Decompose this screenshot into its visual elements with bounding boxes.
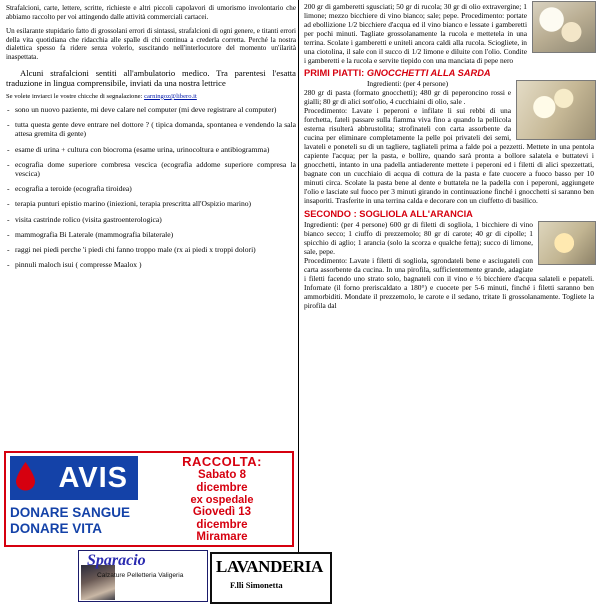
intro-paragraph-2: Un esilarante stupidario fatto di grossolani errori di sintassi, strafalcioni di ogni genere, e titanti errori della vita quotidiana che ridacchia alle spalle di chi continua a crederla corretta. Perché la nostra dialettica spesso fa ridere senza volerlo, suscitando nell'interlocutore del momento un'ilarità inaspettata. [6, 27, 296, 61]
list-item: - mammografia Bi Laterale (mammografia bilaterale) [6, 230, 296, 240]
avis-advertisement[interactable] [4, 451, 294, 547]
raccolta-title: RACCOLTA: [182, 454, 262, 469]
email-link[interactable]: carningoz@libero.it [144, 92, 197, 100]
ingredients-text: (per 4 persone) 600 gr di filetti di sogliola, 1 bicchiere di vino bianco secco; 1 ciuffo di prezzemolo; 80 gr di carote; 40 gr di cipolle; 1 spicchio di aglio; 1 arancia (solo la scorza e qualche fetta); succo di limone, sale, pepe. [304, 220, 533, 256]
lead-paragraph: Alcuni strafalcioni sentiti all'ambulatorio medico. Tra parentesi l'esatta traduzione in lingua comprensibile, inviati da una nostra lettrice [6, 67, 296, 89]
avis-logo-text: AVIS [58, 461, 128, 494]
sparacio-advertisement[interactable] [78, 550, 208, 602]
list-item: - visita castrinde rolico (visita gastroenterologica) [6, 215, 296, 225]
avis-slogan [10, 505, 160, 537]
ingredients-label: Ingredienti: [304, 220, 339, 229]
list-item: - esame di urina + cultura con biocroma (esame urina, urinocoltura e antibiogramma) [6, 145, 296, 155]
avis-slogan-line2: DONARE VITA [10, 521, 103, 536]
procedure-text: Lavate i filetti di sogliola, sgrondateli bene e asciugateli con carta assorbente da cucina. In una pirofila, sufficientemente grande, adagiate i filetti facendo uno strato solo, bagnateli con il vino e ½ bicchiere d'acqua salateli e pepateli. Infornate (il forno preriscaldato a 180°) e cuocete per 5-6 minuti, finché i filetti saranno ben ammorbiditi. Mondate il prezzemolo, le carote e il sedano, tritate li grossolanamente. Togliete la pirofila dal [304, 256, 594, 310]
secondo-recipe-name: SOGLIOLA ALL'ARANCIA [356, 209, 473, 219]
submission-line [6, 93, 296, 101]
list-item: - terapia punturi epistio marino (iniezioni, terapia prescritta all'Ospizio marino) [6, 199, 296, 209]
procedure-label: Procedimento: [304, 106, 348, 115]
procedure-label: Procedimento: [304, 256, 348, 265]
raccolta-line: Sabato 8 [198, 469, 246, 481]
raccolta-line: dicembre [196, 518, 248, 531]
sparacio-title: Sparacio [87, 552, 146, 569]
sparacio-photo [81, 565, 115, 600]
submission-text: Se volete inviarci le vostre chicche di segnalazione: [6, 92, 145, 100]
primi-piatti-heading [304, 68, 598, 78]
strafalcioni-list [6, 105, 296, 270]
gamberetti-recipe-text: 200 gr di gamberetti sgusciati; 50 gr di rucola; 30 gr di olio extravergine; 1 limone; mezzo bicchiere di vino bianco; sale; pepe. Procedimento: portate ad ebollizione 1/2 bicchiere d'acqua ed il vino bianco e lessate i gamberetti per pochi minuti. Tagliate grossolanamente la rucola e mettetela in una terrina. Scolate i gamberetti e uniteli ancora caldi alla rucola. Sciogliete, in una ciotolina, il sale con il succo di 1/2 limone e diluite con l'olio. Condite i gamberetti e la rucola e servite tiepido con una manciata di pepe nero [304, 2, 527, 65]
primi-piatti-label: PRIMI PIATTI: [304, 68, 365, 78]
avis-raccolta-block [156, 455, 288, 544]
recipe-photo-gnocchetti [516, 80, 596, 140]
raccolta-line: Giovedì 13 [192, 506, 252, 518]
secondo-label: SECONDO : [304, 209, 357, 219]
gnocchetti-ingredients-heading: Ingredienti: (per 4 persone) [366, 79, 449, 88]
gnocchetti-ingredients: 280 gr di pasta (formato gnocchetti); 480 gr di peperoncino rossi e gialli; 80 gr di alici sott'olio, 4 cucchiaini di olio, sale . [304, 88, 511, 106]
procedure-text: Lavate i peperoni e infilate li sui rebbi di una forchetta, fateli passare sulla fiamma viva fino a quando la pellicola esterna risulterà abbrustolita; strofinateli con carta assorbente da cucina per eliminare completamente la pelle poi privateli dei semi, lavateli e poneteli su di un tagliere, tagliateli prima a falde poi a pezzetti. Mettete in una pentola capiente l'acqua; per la pasta, e bollire, quando sarà pronta a bollore salatela e buttatevi i gnocchetti, intanto in una padella antiaderente mettete i peperoni ed i filetti di alici spezzettati, bagnate con un cucchiaio di acqua di cottura de la pasta e fate cuocere a fuoco basso per 10 minuti circa. Scolate la pasta bene al dente e buttatela ne la padella con i peperoni, aggiungete l'olio e lasciate sul fuoco per 3 minuti girando in continuazione finché i gnocchetti si saranno ben insaporiti. Trasferite in una terrina calda e decorare con un ciuffetto di basilico. [304, 106, 594, 205]
list-item: - pinnuli maloch isui ( compresse Maalox ) [6, 260, 296, 270]
secondo-heading [304, 209, 598, 219]
list-item: - raggi nei piedi perche 'i piedi chi fanno troppo male (rx ai piedi x troppi dolori) [6, 245, 296, 255]
raccolta-line: ex ospedale [190, 494, 254, 506]
list-item: - ecografia a teroide (ecografia tiroidea) [6, 184, 296, 194]
sparacio-subtitle: Calzature Pelletteria Valigeria [97, 572, 184, 579]
list-item: - sono un nuovo paziente, mi deve calare nel computer (mi deve registrare al computer) [6, 105, 296, 115]
recipe-photo-gamberetti [532, 1, 596, 53]
raccolta-line: Miramare [196, 531, 248, 543]
list-item: - tutta questa gente deve entrare nel dottore ? ( tipica domanda, spontanea e vendendo la sala attesa gremita di gente) [6, 120, 296, 139]
avis-slogan-line1: DONARE SANGUE [10, 505, 131, 520]
raccolta-line: dicembre [196, 481, 248, 494]
right-column [302, 0, 598, 600]
lavanderia-title: LAVANDERIA [216, 557, 323, 576]
primi-piatti-recipe-name: GNOCCHETTI ALLA SARDA [364, 68, 491, 78]
lavanderia-subtitle: F.lli Simonetta [230, 580, 283, 590]
intro-paragraph-1: Strafalcioni, carte, lettere, scritte, richieste e altri piccoli capolavori di umorismo involontario che abbiamo raccolto per voi attingendo dalle attività commerciali cartacei. [6, 4, 296, 21]
recipe-photo-sogliola [538, 221, 596, 265]
blood-drop-icon [15, 461, 36, 491]
column-divider [298, 0, 299, 600]
list-item: - ecografia dome superiore combresa vescica (ecografia addome superiore compresa la vescica) [6, 160, 296, 179]
